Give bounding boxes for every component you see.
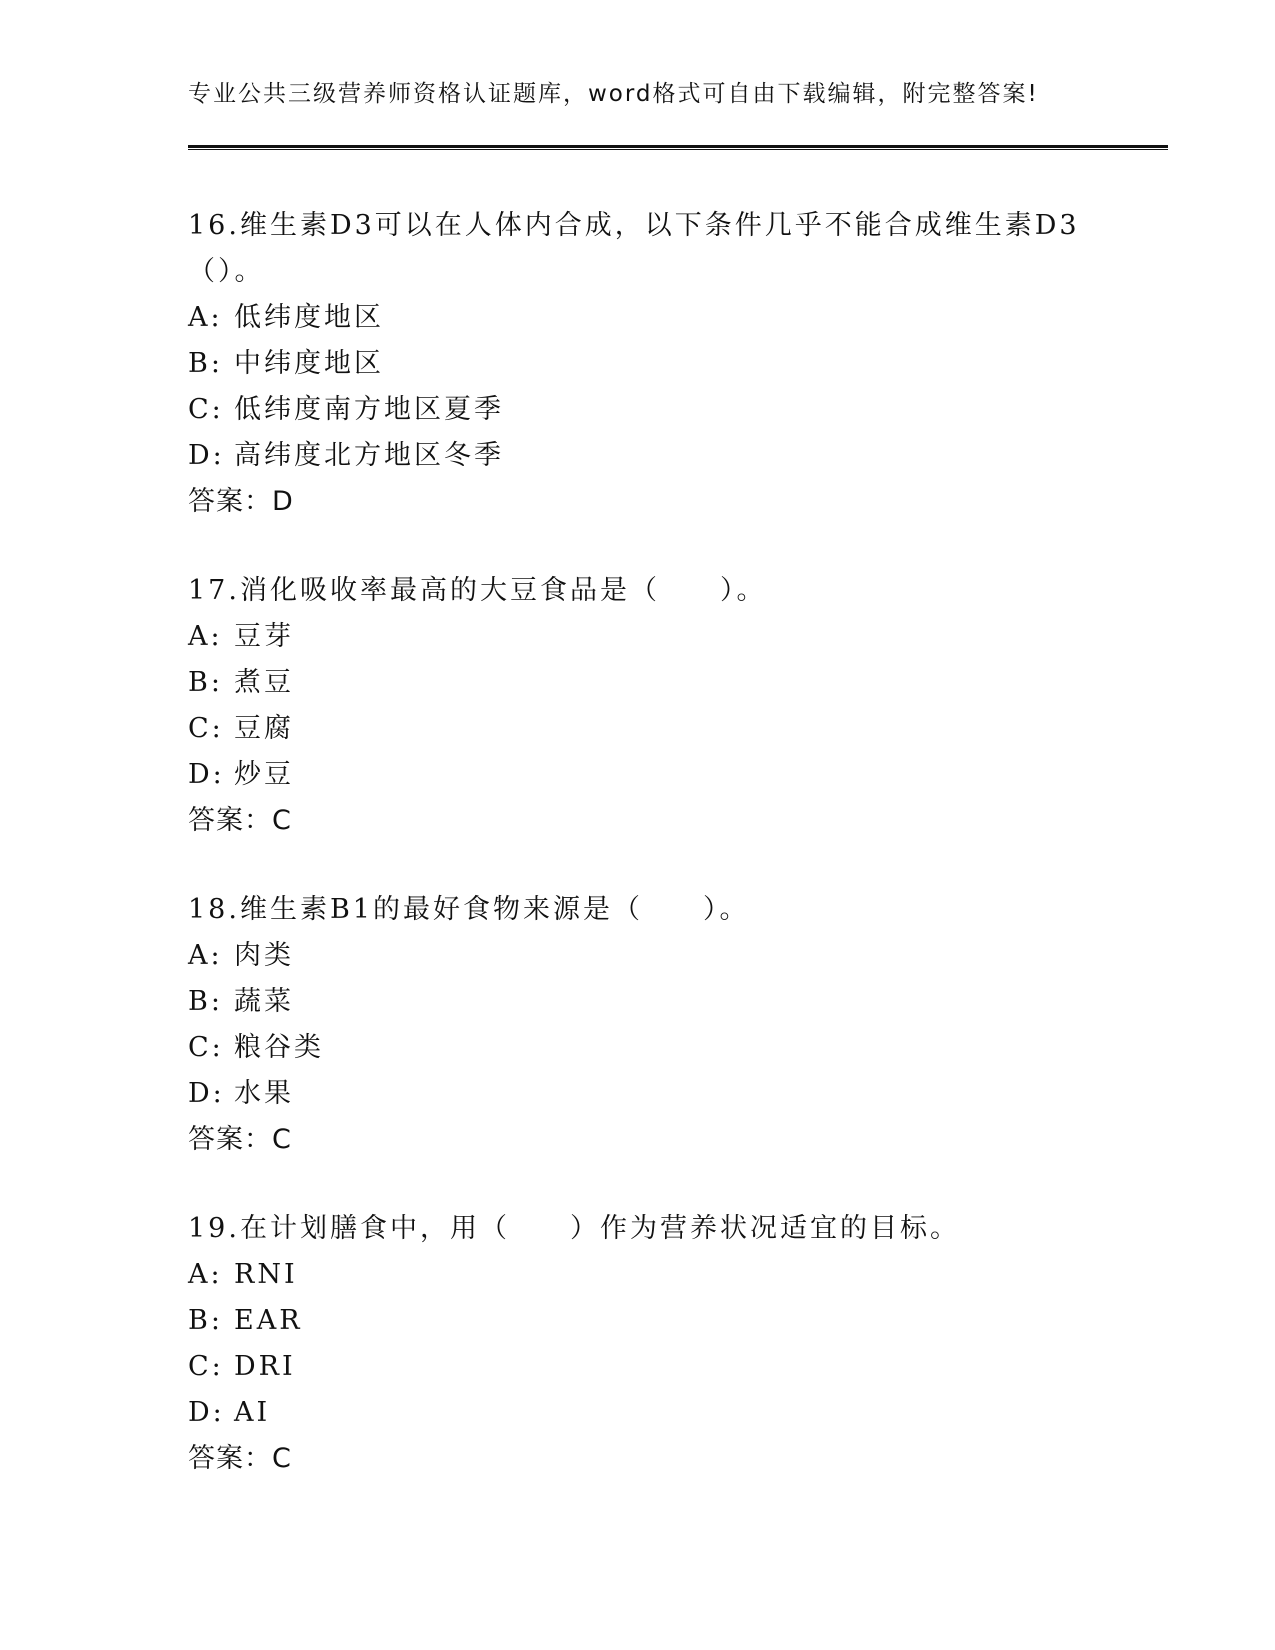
option-b (188, 341, 1088, 387)
question-stem: 16.维生素D3可以在人体内合成，以下条件几乎不能合成维生素D3（）。 (188, 210, 1080, 287)
option-c (188, 1344, 1088, 1390)
answer-line (188, 1436, 1088, 1482)
option-text: 炒豆 (234, 759, 294, 790)
option-b (188, 979, 1088, 1025)
option-letter: C: (188, 713, 224, 744)
option-text: 粮谷类 (234, 1032, 324, 1063)
answer-value: C (272, 805, 292, 836)
header-divider (188, 145, 1168, 150)
answer-label: 答案： (188, 1443, 272, 1474)
option-text: 煮豆 (234, 667, 294, 698)
option-letter: D: (188, 440, 225, 471)
option-letter: C: (188, 1032, 224, 1063)
answer-label: 答案： (188, 486, 272, 517)
option-text: AI (234, 1397, 271, 1428)
option-a (188, 933, 1088, 979)
option-c (188, 706, 1088, 752)
option-c (188, 1025, 1088, 1071)
option-b (188, 660, 1088, 706)
question-list (188, 203, 1088, 1525)
option-letter: C: (188, 394, 224, 425)
option-letter: D: (188, 1397, 225, 1428)
option-text: EAR (234, 1305, 303, 1336)
option-letter: A: (188, 940, 223, 971)
answer-value: C (272, 1124, 292, 1155)
option-d (188, 752, 1088, 798)
option-text: 蔬菜 (234, 986, 294, 1017)
option-a (188, 295, 1088, 341)
answer-value: D (272, 486, 294, 517)
option-letter: A: (188, 1259, 223, 1290)
option-d (188, 433, 1088, 479)
option-d (188, 1071, 1088, 1117)
answer-label: 答案： (188, 805, 272, 836)
option-letter: D: (188, 759, 225, 790)
option-letter: B: (188, 986, 223, 1017)
option-text: DRI (234, 1351, 296, 1382)
option-text: 低纬度地区 (234, 302, 384, 333)
answer-line (188, 1117, 1088, 1163)
option-b (188, 1298, 1088, 1344)
option-text: 中纬度地区 (234, 348, 384, 379)
option-letter: B: (188, 667, 223, 698)
option-letter: A: (188, 302, 223, 333)
answer-line (188, 798, 1088, 844)
question-stem: 19.在计划膳食中，用（ ）作为营养状况适宜的目标。 (188, 1213, 960, 1244)
option-text: 豆腐 (234, 713, 294, 744)
question-stem: 18.维生素B1的最好食物来源是（ ）。 (188, 894, 750, 925)
option-text: 高纬度北方地区冬季 (234, 440, 504, 471)
option-letter: D: (188, 1078, 225, 1109)
option-text: 水果 (234, 1078, 294, 1109)
question-17 (188, 568, 1088, 844)
option-letter: C: (188, 1351, 224, 1382)
option-a (188, 1252, 1088, 1298)
option-letter: B: (188, 348, 223, 379)
page-header: 专业公共三级营养师资格认证题库，word格式可自由下载编辑，附完整答案! (188, 81, 1039, 107)
option-text: 低纬度南方地区夏季 (234, 394, 504, 425)
option-c (188, 387, 1088, 433)
answer-line (188, 479, 1088, 525)
option-a (188, 614, 1088, 660)
question-16 (188, 203, 1088, 525)
answer-value: C (272, 1443, 292, 1474)
answer-label: 答案： (188, 1124, 272, 1155)
option-text: 豆芽 (234, 621, 294, 652)
option-d (188, 1390, 1088, 1436)
option-text: RNI (234, 1259, 298, 1290)
option-letter: A: (188, 621, 223, 652)
option-letter: B: (188, 1305, 223, 1336)
option-text: 肉类 (234, 940, 294, 971)
question-stem: 17.消化吸收率最高的大豆食品是（ ）。 (188, 575, 767, 606)
question-18 (188, 887, 1088, 1163)
question-19 (188, 1206, 1088, 1482)
